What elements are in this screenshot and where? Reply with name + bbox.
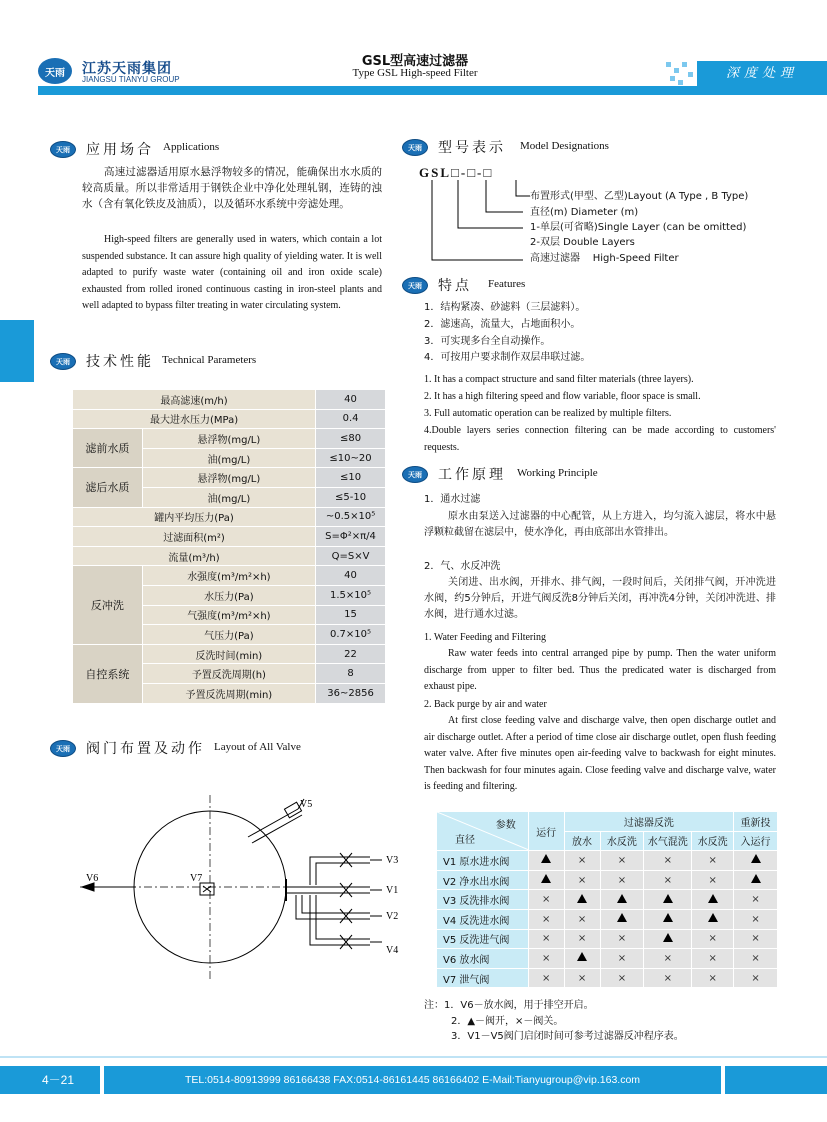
header-run: 运行 [528, 812, 564, 851]
table-row [73, 527, 386, 547]
cross-icon: × [751, 913, 760, 925]
valve-label: V4 [386, 945, 399, 956]
tech-title-cn: 技术性能 [86, 354, 154, 370]
valve-closed-mark [692, 870, 734, 890]
valve-open-mark [564, 890, 600, 910]
valve-open-mark [600, 890, 644, 910]
model-line: 高速过滤器 High-Speed Filter [530, 253, 679, 264]
param-label: 油(mg/L) [142, 448, 315, 468]
param-value: 1.5×10⁵ [316, 585, 386, 605]
valve-open-mark [528, 870, 564, 890]
valve-closed-mark [734, 929, 778, 949]
principle-step-cn: 1．通水过滤 [424, 494, 481, 505]
feature-item-cn: 3．可实现多台全自动操作。 [424, 336, 551, 347]
principle-title-cn: 工作原理 [438, 467, 506, 483]
param-label: 最大进水压力(MPa) [73, 409, 316, 429]
cross-icon: × [663, 952, 672, 964]
param-label: 予置反洗周期(h) [142, 664, 315, 684]
cross-icon: × [617, 972, 627, 984]
table-row [73, 644, 386, 664]
model-title-cn: 型号表示 [438, 140, 506, 156]
param-label: 气压力(Pa) [142, 625, 315, 645]
table-header-corner [437, 812, 529, 851]
param-label: 水强度(m³/m²×h) [142, 566, 315, 586]
applications-text-en: High-speed filters are generally used in waters, which contain a lot suspended substance. It can assure high quality of yielding water. It is well adapted to purify waste water (containing oil and iron oxide scale) exhausted from rolled ironed continuous casting in iron-steel plants and well adapted to bypass filter treating in water circulating system. [82, 234, 382, 311]
param-value: S=Φ²×π/4 [316, 527, 386, 547]
valve-name: V2 净水出水阀 [437, 870, 529, 890]
param-label: 气强度(m³/m²×h) [142, 605, 315, 625]
param-label: 流量(m³/h) [73, 546, 316, 566]
table-row [73, 409, 386, 429]
param-value: 8 [316, 664, 386, 684]
valve-action-table [436, 811, 778, 988]
cross-icon: × [708, 972, 717, 984]
footer-contact: TEL:0514-80913999 86166438 FAX:0514-86161445 86166402 E-Mail:Tianyugroup@vip.163.com [104, 1066, 721, 1094]
section-tag: 深度处理 [697, 61, 827, 87]
valve-label: V5 [300, 799, 313, 810]
valve-closed-mark [528, 929, 564, 949]
principle-step-en: 1. Water Feeding and Filtering [424, 632, 547, 643]
param-value: ≤10~20 [316, 448, 386, 468]
valve-layout-title-cn: 阀门布置及动作 [86, 741, 205, 757]
header-drain: 放水 [564, 831, 600, 851]
table-row [73, 468, 386, 488]
section-logo-icon: 天雨 [402, 139, 428, 156]
valve-closed-mark [644, 968, 692, 988]
valve-closed-mark [644, 870, 692, 890]
principle-step-en: 2. Back purge by air and water [424, 699, 547, 710]
valve-closed-mark [644, 851, 692, 871]
note-line: 2．▲－阀开，×－阀关。 [451, 1016, 564, 1027]
tech-parameters-table [72, 389, 386, 704]
valve-name: V4 反洗进水阀 [437, 909, 529, 929]
table-row [437, 909, 778, 929]
valve-open-mark [528, 851, 564, 871]
param-label: 油(mg/L) [142, 487, 315, 507]
cross-icon: × [541, 972, 551, 984]
param-value: 0.4 [316, 409, 386, 429]
section-logo-icon: 天雨 [50, 353, 76, 370]
table-row [437, 870, 778, 890]
param-group: 自控系统 [73, 644, 143, 703]
triangle-icon [577, 894, 587, 903]
valve-open-mark [734, 851, 778, 871]
cross-icon: × [751, 894, 760, 906]
param-value: 22 [316, 644, 386, 664]
valve-closed-mark [644, 949, 692, 969]
cross-icon: × [663, 874, 672, 886]
cross-icon: × [617, 854, 627, 866]
table-row [437, 890, 778, 910]
valve-closed-mark [692, 851, 734, 871]
note-line: 3．V1－V5阀门启闭时间可参考过滤器反冲程序表。 [451, 1031, 684, 1042]
valve-name: V3 反洗排水阀 [437, 890, 529, 910]
applications-text-cn: 高速过滤器适用原水悬浮物较多的情况，能确保出水水质的较高质量。所以非常适用于钢铁企业中净化处理轧钢，连铸的浊水（含有氧化铁皮及油质），以及循环水系统中旁滤处理。 [82, 166, 382, 210]
valve-label: V2 [386, 911, 399, 922]
param-group: 反冲洗 [73, 566, 143, 644]
valve-closed-mark [600, 929, 644, 949]
valve-closed-mark [528, 968, 564, 988]
valve-name: V5 反洗进气阀 [437, 929, 529, 949]
header-diameter: 直径 [455, 835, 475, 847]
model-line: 1-单层(可省略)Single Layer (can be omitted) [530, 222, 747, 233]
cross-icon: × [577, 854, 587, 866]
cross-icon: × [541, 894, 551, 906]
param-value: ≤10 [316, 468, 386, 488]
param-label: 过滤面积(m²) [73, 527, 316, 547]
header-dots-decoration [662, 60, 696, 86]
footer-right-block [725, 1066, 827, 1094]
valve-closed-mark [600, 968, 644, 988]
valve-layout-diagram [70, 795, 410, 985]
section-logo-icon: 天雨 [50, 740, 76, 757]
valve-layout-title-en: Layout of All Valve [214, 741, 301, 753]
header-backwash: 过滤器反洗 [564, 812, 733, 832]
principle-step-body-cn: 关闭进、出水阀，开排水、排气阀，一段时间后，关闭排气阀，开冲洗进水阀，约5分钟后，开进气阀反洗8分钟后关闭，再冲洗4分钟，关闭冲洗进、排水阀，进行通水过滤。 [424, 577, 776, 620]
cross-icon: × [541, 913, 551, 925]
valve-closed-mark [528, 949, 564, 969]
table-row [437, 949, 778, 969]
param-value: Q=S×V [316, 546, 386, 566]
valve-closed-mark [734, 890, 778, 910]
cross-icon: × [708, 933, 717, 945]
cross-icon: × [663, 972, 672, 984]
cross-icon: × [617, 933, 627, 945]
cross-icon: × [617, 874, 627, 886]
param-value: 36~2856 [316, 683, 386, 703]
valve-name: V1 原水进水阀 [437, 851, 529, 871]
triangle-icon [577, 952, 587, 961]
model-line: 布置形式(甲型、乙型)Layout (A Type , B Type) [530, 191, 749, 202]
cross-icon: × [577, 874, 587, 886]
cross-icon: × [708, 952, 717, 964]
brand-name-en: JIANGSU TIANYU GROUP [82, 75, 180, 84]
valve-open-mark [692, 909, 734, 929]
table-row [437, 851, 778, 871]
triangle-icon [663, 913, 673, 922]
valve-name: V7 泄气阀 [437, 968, 529, 988]
features-title-en: Features [488, 278, 526, 290]
valve-closed-mark [734, 968, 778, 988]
param-value: 0.7×10⁵ [316, 625, 386, 645]
cross-icon: × [708, 854, 717, 866]
valve-table-body [437, 851, 778, 988]
triangle-icon [708, 894, 718, 903]
valve-closed-mark [600, 949, 644, 969]
param-label: 水压力(Pa) [142, 585, 315, 605]
applications-title-cn: 应用场合 [86, 142, 154, 158]
triangle-icon [617, 894, 627, 903]
table-row [73, 507, 386, 527]
valve-open-mark [644, 909, 692, 929]
valve-closed-mark [692, 929, 734, 949]
valve-closed-mark [564, 929, 600, 949]
valve-open-mark [734, 870, 778, 890]
valve-label: V3 [386, 855, 399, 866]
brand-name-cn: 江苏天雨集团 [82, 61, 172, 77]
page-number: 4－21 [0, 1066, 100, 1094]
valve-closed-mark [528, 909, 564, 929]
valve-label: V7 [190, 873, 203, 884]
cross-icon: × [751, 933, 760, 945]
table-row [73, 546, 386, 566]
page-title-cn: GSL型高速过滤器 [361, 54, 469, 69]
triangle-icon [541, 854, 551, 863]
valve-label: V1 [386, 885, 399, 896]
feature-item-cn: 2．滤速高，流量大，占地面积小。 [424, 319, 581, 330]
principle-step-body-en: At first close feeding valve and discharge valve, then open discharge outlet and air discharge outlet. After a period of time close air discharge outlet, open flush feeding water valve. After five minutes open air-feeding valve to backwash for eight minutes. Then backwash for four minutes again. Close feeding valve and discharge valve, water is feeding and filtering. [424, 715, 776, 792]
cross-icon: × [577, 972, 587, 984]
cross-icon: × [708, 874, 717, 886]
header-water-wash: 水反洗 [600, 831, 644, 851]
model-line: 直径(m) Diameter (m) [530, 207, 639, 218]
triangle-icon [541, 874, 551, 883]
feature-item-en: 3. Full automatic operation can be realized by multiple filters. [424, 408, 672, 419]
param-label: 悬浮物(mg/L) [142, 468, 315, 488]
cross-icon: × [541, 933, 551, 945]
valve-name: V6 放水阀 [437, 949, 529, 969]
param-label: 最高滤速(m/h) [73, 390, 316, 410]
table-row [73, 390, 386, 410]
cross-icon: × [541, 952, 551, 964]
triangle-icon [663, 933, 673, 942]
feature-item-cn: 4．可按用户要求制作双层串联过滤。 [424, 352, 591, 363]
param-value: 40 [316, 390, 386, 410]
valve-open-mark [644, 890, 692, 910]
table-row [73, 429, 386, 449]
valve-closed-mark [600, 870, 644, 890]
param-value: ~0.5×10⁵ [316, 507, 386, 527]
cross-icon: × [663, 854, 672, 866]
header-param: 参数 [495, 820, 516, 831]
model-title-en: Model Designations [520, 140, 609, 152]
triangle-icon [751, 854, 761, 863]
cross-icon: × [751, 972, 760, 984]
cross-icon: × [577, 933, 587, 945]
valve-closed-mark [564, 909, 600, 929]
param-value: ≤5-10 [316, 487, 386, 507]
cross-icon: × [751, 952, 760, 964]
feature-item-en: 2. It has a high filtering speed and flow variable, floor space is small. [424, 391, 701, 402]
triangle-icon [663, 894, 673, 903]
applications-title-en: Applications [163, 141, 220, 153]
model-line: 2-双层 Double Layers [530, 237, 635, 248]
header-bar [38, 86, 827, 95]
header-rerun: 重新投 [734, 812, 778, 832]
principle-title-en: Working Principle [517, 467, 598, 479]
section-logo-icon: 天雨 [50, 141, 76, 158]
param-value: 15 [316, 605, 386, 625]
section-logo-icon: 天雨 [402, 466, 428, 483]
param-value: 40 [316, 566, 386, 586]
valve-closed-mark [564, 870, 600, 890]
param-label: 罐内平均压力(Pa) [73, 507, 316, 527]
header-rerun-2: 入运行 [734, 831, 778, 851]
valve-closed-mark [734, 949, 778, 969]
valve-closed-mark [692, 968, 734, 988]
features-title-cn: 特点 [438, 278, 472, 294]
principle-step-cn: 2．气、水反冲洗 [424, 561, 501, 572]
principle-step-body-en: Raw water feeds into central arranged pipe by pump. Then the water uniform discharge from upper to filter bed. Thus the predicated water is discharged from exhaust pipe. [424, 648, 776, 692]
cross-icon: × [577, 913, 587, 925]
param-group: 滤后水质 [73, 468, 143, 507]
footer-divider [0, 1056, 827, 1058]
valve-closed-mark [564, 968, 600, 988]
valve-closed-mark [600, 851, 644, 871]
principle-step-body-cn: 原水由泵送入过滤器的中心配管，从上方进入，均匀流入滤层，将水中悬浮颗粒截留在滤层中，使水净化，再由底部出水管排出。 [424, 511, 776, 538]
table-row [437, 968, 778, 988]
param-label: 悬浮物(mg/L) [142, 429, 315, 449]
triangle-icon [617, 913, 627, 922]
logo-icon: 天雨 [38, 58, 72, 84]
feature-item-en: 4.Double layers series connection filtering can be made according to customers' requests. [424, 425, 776, 453]
section-logo-icon: 天雨 [402, 277, 428, 294]
param-value: ≤80 [316, 429, 386, 449]
feature-item-en: 1. It has a compact structure and sand filter materials (three layers). [424, 374, 694, 385]
triangle-icon [751, 874, 761, 883]
valve-open-mark [564, 949, 600, 969]
valve-open-mark [692, 890, 734, 910]
triangle-icon [708, 913, 718, 922]
side-tab [0, 320, 34, 382]
valve-closed-mark [528, 890, 564, 910]
valve-closed-mark [734, 909, 778, 929]
param-label: 予置反洗周期(min) [142, 683, 315, 703]
page-title-en: Type GSL High-speed Filter [352, 67, 478, 79]
model-code: GSL□-□-□ [419, 165, 494, 180]
param-label: 反洗时间(min) [142, 644, 315, 664]
note-line: 注：1．V6－放水阀，用于排空开启。 [424, 1000, 594, 1011]
cross-icon: × [617, 952, 627, 964]
valve-closed-mark [564, 851, 600, 871]
feature-item-cn: 1．结构紧凑、砂滤料（三层滤料）。 [424, 302, 586, 313]
table-row [73, 566, 386, 586]
header-water-wash-2: 水反洗 [692, 831, 734, 851]
valve-open-mark [644, 929, 692, 949]
valve-label: V6 [86, 873, 99, 884]
param-group: 滤前水质 [73, 429, 143, 468]
model-bracket-lines [428, 180, 538, 265]
table-row [437, 929, 778, 949]
tech-title-en: Technical Parameters [162, 354, 257, 366]
valve-closed-mark [692, 949, 734, 969]
valve-open-mark [600, 909, 644, 929]
header-air-water: 水气混洗 [644, 831, 692, 851]
